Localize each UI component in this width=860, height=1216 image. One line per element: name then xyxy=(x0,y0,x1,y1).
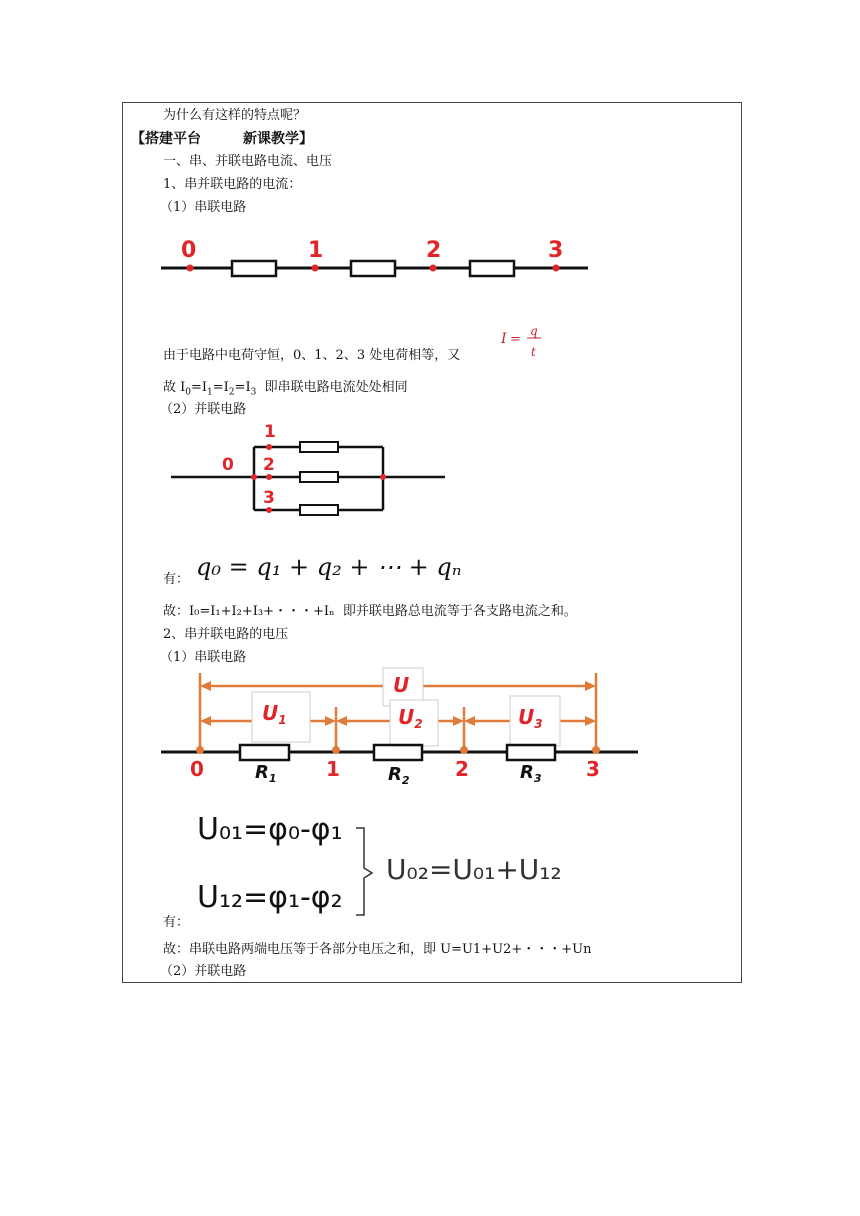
parallel-node-1: 1 xyxy=(264,422,276,442)
formula-u01: U₀₁=φ₀-φ₁ xyxy=(197,812,343,847)
voltage-u2-label: $U_2$ xyxy=(398,705,423,731)
parallel-node-3: 3 xyxy=(263,488,275,508)
parallel-current-formula: I₀=I₁+I₂+I₃+・・・+Iₙ xyxy=(189,604,335,619)
section-header-left: 【搭建平台 xyxy=(131,131,201,147)
series-label-2: （1）串联电路 xyxy=(160,650,247,665)
series-voltage-result: 故：串联电路两端电压等于各部分电压之和，即 U=U1+U2+・・・+Un xyxy=(163,942,592,957)
voltage-u1-label: $U_1$ xyxy=(262,701,287,727)
resistor-r2-label: $R_2$ xyxy=(388,764,410,787)
voltage-total-label: U xyxy=(393,673,410,697)
ohm-lhs: I xyxy=(501,331,507,347)
parallel-label-1: （2）并联电路 xyxy=(160,402,247,417)
charge-formula: q₀ = q₁ + q₂ + ⋯ + qₙ xyxy=(196,553,462,581)
parallel-current-prefix: 故： xyxy=(163,604,190,619)
formula-u02: U₀₂=U₀₁+U₁₂ xyxy=(386,853,562,886)
node-label-1: 1 xyxy=(308,238,324,263)
node-label-3: 3 xyxy=(548,238,564,263)
voltage-node-0: 0 xyxy=(190,757,204,781)
resistor-r1-label: $R_1$ xyxy=(255,762,277,785)
parallel-current-text: 即并联电路总电流等于各支路电流之和。 xyxy=(342,604,577,619)
ohm-num: q xyxy=(530,324,538,338)
parallel-node-0: 0 xyxy=(222,455,234,475)
heading-2: 2、串并联电路的电压 xyxy=(163,627,289,642)
ohm-den: t xyxy=(531,345,536,359)
node-label-2: 2 xyxy=(426,238,442,263)
voltage-node-1: 1 xyxy=(326,757,340,781)
parallel-label-2: （2）并联电路 xyxy=(160,964,247,979)
series-label-1: （1）串联电路 xyxy=(160,200,247,215)
series-current-text: 即串联电路电流处处相同 xyxy=(264,380,408,395)
parallel-node-2: 2 xyxy=(263,455,275,475)
you-label-2: 有： xyxy=(163,915,190,930)
voltage-node-2: 2 xyxy=(455,757,469,781)
voltage-node-3: 3 xyxy=(586,757,600,781)
svg-text:=: = xyxy=(510,332,521,347)
charge-text: 由于电路中电荷守恒，0、1、2、3 处电荷相等，又 xyxy=(163,348,461,363)
series-current-formula: $I_0=I_1=I_2=I_3$ xyxy=(180,380,257,398)
intro-question: 为什么有这样的特点呢？ xyxy=(163,108,307,123)
heading-1-1: 1、串并联电路的电流： xyxy=(163,177,302,192)
formula-u12: U₁₂=φ₁-φ₂ xyxy=(197,880,343,915)
node-label-0: 0 xyxy=(181,238,197,263)
resistor-r3-label: $R_3$ xyxy=(520,762,542,785)
section-header-right: 新课教学】 xyxy=(243,131,313,147)
voltage-u3-label: $U_3$ xyxy=(518,705,543,731)
series-current-prefix: 故 xyxy=(163,380,181,395)
heading-1: 一、串、并联电路电流、电压 xyxy=(163,154,333,169)
you-label-1: 有： xyxy=(163,572,190,587)
